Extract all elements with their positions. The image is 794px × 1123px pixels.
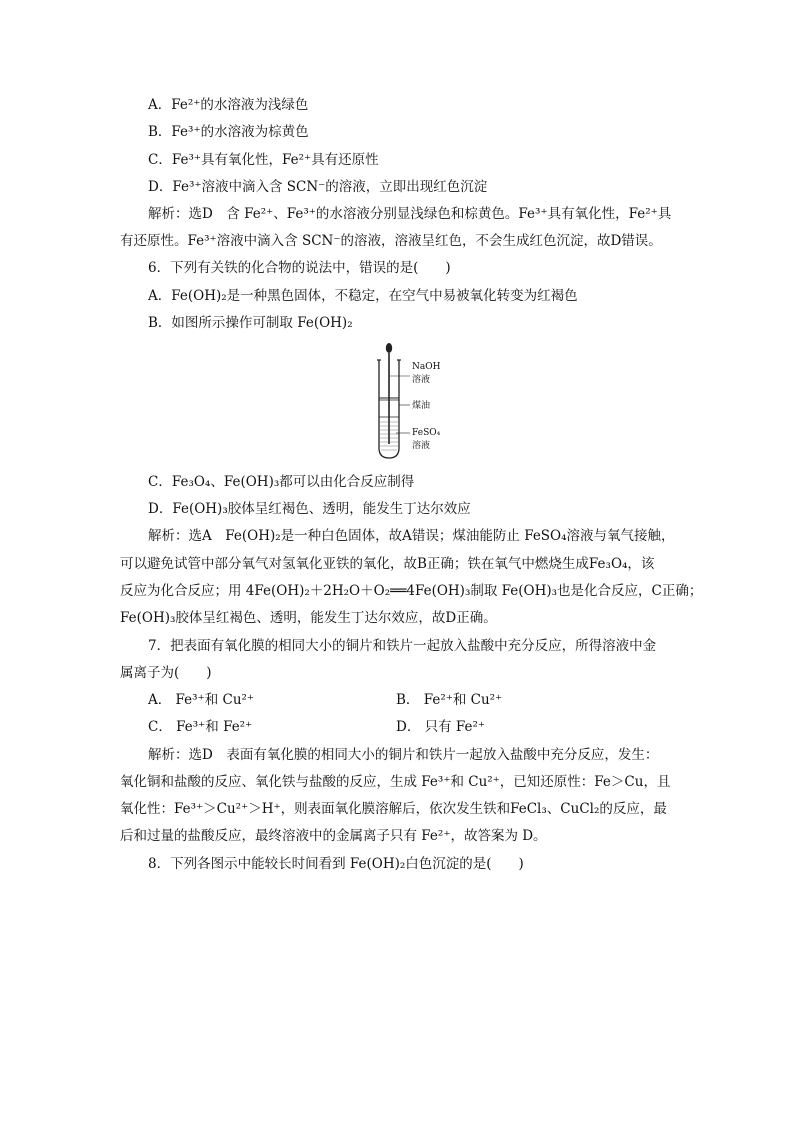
q5-option-d: D．Fe³⁺溶液中滴入含 SCN⁻的溶液，立即出现红色沉淀 <box>148 179 488 195</box>
label-kerosene: 煤油 <box>412 401 431 411</box>
q6-analysis-line-1: 解析：选A Fe(OH)₂是一种白色固体，故A错误；煤油能防止 FeSO₄溶液与氧气接触， <box>148 528 675 544</box>
q5-option-a: A．Fe²⁺的水溶液为浅绿色 <box>148 97 309 113</box>
label-naoh-solution: 溶液 <box>412 375 431 385</box>
q5-option-c: C．Fe³⁺具有氧化性，Fe²⁺具有还原性 <box>148 152 379 168</box>
q5-analysis-line-2: 有还原性。Fe³⁺溶液中滴入含 SCN⁻的溶液，溶液呈红色，不会生成红色沉淀，故D错误。 <box>120 233 662 249</box>
q7-stem-line-1: 7．把表面有氧化膜的相同大小的铜片和铁片一起放入盐酸中充分反应，所得溶液中金 <box>148 638 657 654</box>
label-feso4-solution: 溶液 <box>412 441 431 451</box>
label-feso4: FeSO₄ <box>412 428 441 438</box>
q6-option-a: A．Fe(OH)₂是一种黑色固体，不稳定，在空气中易被氧化转变为红褐色 <box>148 288 578 304</box>
q6-analysis-line-4: Fe(OH)₃胶体呈红褐色、透明，能发生丁达尔效应，故D正确。 <box>120 610 497 626</box>
q6-stem: 6．下列有关铁的化合物的说法中，错误的是( ) <box>148 260 451 276</box>
q7-option-c: C． Fe³⁺和 Fe²⁺ <box>148 719 253 735</box>
q5-analysis-line-1: 解析：选D 含 Fe²⁺、Fe³⁺的水溶液分别显浅绿色和棕黄色。Fe³⁺具有氧化性，Fe²⁺具 <box>148 206 672 222</box>
q6-option-d: D．Fe(OH)₃胶体呈红褐色、透明，能发生丁达尔效应 <box>148 501 471 517</box>
q5-option-b: B．Fe³⁺的水溶液为棕黄色 <box>148 124 309 140</box>
q7-analysis-line-2: 氧化铜和盐酸的反应、氧化铁与盐酸的反应，生成 Fe³⁺和 Cu²⁺，已知还原性：Fe＞Cu，且 <box>120 774 671 790</box>
q7-option-d: D． 只有 Fe²⁺ <box>396 719 486 735</box>
q7-analysis-line-3: 氧化性：Fe³⁺＞Cu²⁺＞H⁺，则表面氧化膜溶解后，依次发生铁和FeCl₃、CuCl₂的反应，最 <box>120 801 667 817</box>
label-naoh: NaOH <box>412 362 441 372</box>
q6-analysis-line-3: 反应为化合反应；用 4Fe(OH)₂＋2H₂O＋O₂══4Fe(OH)₃制取 Fe(OH)₃也是化合反应，C正确； <box>120 583 703 599</box>
test-tube-figure <box>360 338 470 463</box>
q7-analysis-line-4: 后和过量的盐酸反应，最终溶液中的金属离子只有 Fe²⁺，故答案为 D。 <box>120 828 547 844</box>
q8-stem: 8．下列各图示中能较长时间看到 Fe(OH)₂白色沉淀的是( ) <box>148 856 524 872</box>
q7-stem-line-2: 属离子为( ) <box>120 665 212 681</box>
q7-analysis-line-1: 解析：选D 表面有氧化膜的相同大小的铜片和铁片一起放入盐酸中充分反应，发生： <box>148 747 659 763</box>
dropper-bulb-icon <box>386 343 392 353</box>
q6-option-c: C．Fe₃O₄、Fe(OH)₃都可以由化合反应制得 <box>148 474 415 490</box>
q7-option-a: A． Fe³⁺和 Cu²⁺ <box>148 692 255 708</box>
q6-analysis-line-2: 可以避免试管中部分氧气对氢氧化亚铁的氧化，故B正确；铁在氧气中燃烧生成Fe₃O₄，该 <box>120 556 655 572</box>
q7-option-b: B． Fe²⁺和 Cu²⁺ <box>396 692 503 708</box>
q6-option-b: B．如图所示操作可制取 Fe(OH)₂ <box>148 315 353 331</box>
